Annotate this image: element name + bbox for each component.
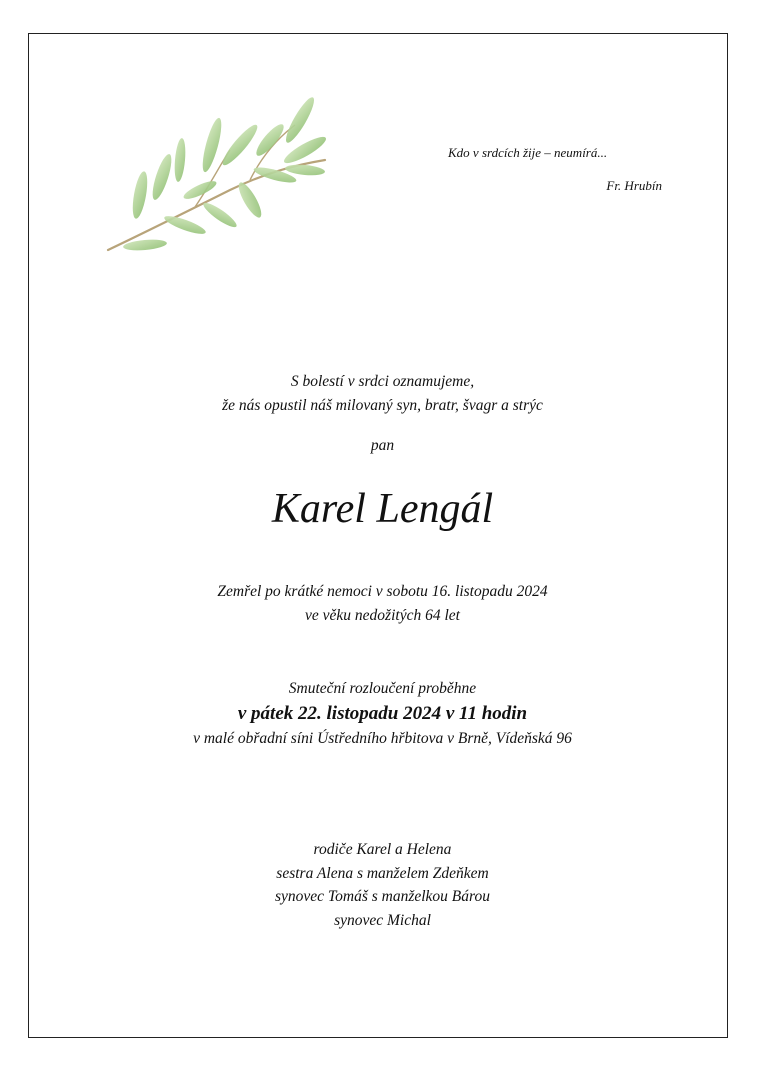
quote-author: Fr. Hrubín (606, 178, 662, 193)
mourners-list (0, 838, 765, 932)
deceased-name: Karel Lengál (271, 486, 494, 532)
announcement-intro (0, 370, 765, 418)
intro-line-2: že nás opustil náš milovaný syn, bratr, švagr a strýc (222, 397, 543, 414)
ceremony-place: v malé obřadní síni Ústředního hřbitova v Brně, Vídeňská 96 (193, 730, 572, 747)
death-info (0, 580, 765, 628)
intro-line-1: S bolestí v srdci oznamujeme, (290, 373, 475, 390)
olive-branch-icon (100, 95, 335, 260)
death-line-2: ve věku nedožitých 64 let (305, 607, 460, 624)
mourner-item: synovec Tomáš s manželkou Bárou (275, 888, 490, 905)
ceremony-intro: Smuteční rozloučení proběhne (288, 680, 477, 697)
death-line-1: Zemřel po krátké nemoci v sobotu 16. listopadu 2024 (217, 583, 548, 600)
mourner-item: sestra Alena s manželem Zdeňkem (276, 864, 489, 882)
mourner-item: synovec Michal (334, 911, 431, 929)
salutation: pan (370, 437, 395, 454)
ceremony-datetime: v pátek 22. listopadu 2024 v 11 hodin (237, 703, 528, 724)
mourner-item: rodiče Karel a Helena (313, 841, 452, 858)
quote-text: Kdo v srdcích žije – neumírá... (448, 145, 608, 160)
